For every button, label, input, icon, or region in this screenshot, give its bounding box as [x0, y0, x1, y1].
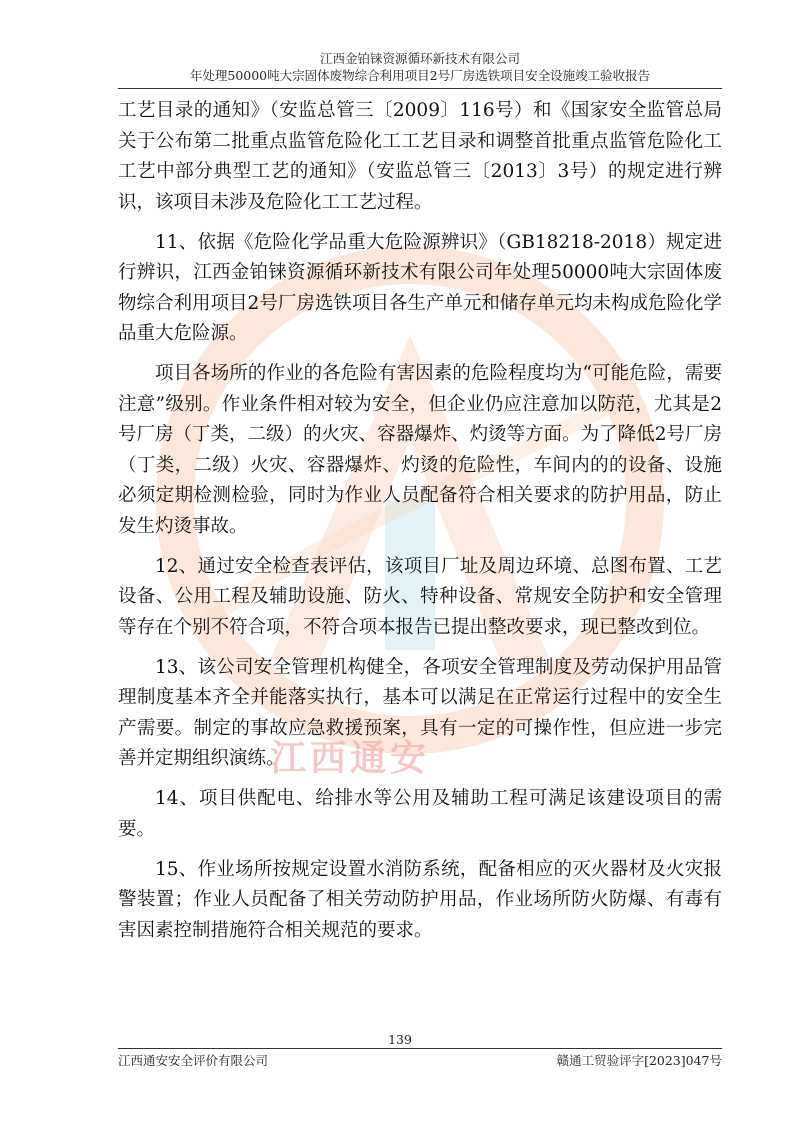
watermark-text: 江西通安 [270, 738, 431, 779]
footer-report-number: 赣通工贸验评字[2023]047号 [556, 1053, 722, 1068]
paragraph-continued: 工艺目录的通知》（安监总管三〔2009〕116号）和《国家安全监管总局关于公布第二批重点监管危险化工工艺目录和调整首批重点监管危险化工工艺中部分典型工艺的通知》（安监总管三〔2013〕3号）的规定进行辨识，该项目未涉及危险化工工艺过程。 [118, 100, 722, 213]
page-header [118, 50, 722, 84]
paragraph-item-15: 15、作业场所按规定设置水消防系统，配备相应的灭火器材及火灾报警装置；作业人员配备了相关劳动防护用品，作业场所防火防爆、有毒有害因素控制措施符合相关规范的要求。 [118, 858, 722, 941]
page-number: 139 [388, 1032, 412, 1047]
paragraph-item-11: 11、依据《危险化学品重大危险源辨识》（GB18218-2018）规定进行辨识，江西金铂铼资源循环新技术有限公司年处理50000吨大宗固体废物综合利用项目2号厂房选铁项目各生产单元和储存单元均未构成危险化学品重大危险源。 [118, 231, 722, 344]
paragraph-item-14: 14、项目供配电、给排水等公用及辅助工程可满足该建设项目的需要。 [118, 788, 722, 840]
footer-rule [118, 1048, 722, 1049]
paragraph-item-13: 13、该公司安全管理机构健全，各项安全管理制度及劳动保护用品管理制度基本齐全并能落实执行，基本可以满足在正常运行过程中的安全生产需要。制定的事故应急救援预案，具有一定的可操作性，但应进一步完善并定期组织演练。 [118, 656, 722, 769]
header-report-title: 年处理50000吨大宗固体废物综合利用项目2号厂房选铁项目安全设施竣工验收报告 [189, 68, 651, 83]
body-text [118, 96, 722, 956]
footer-company: 江西通安安全评价有限公司 [118, 1053, 269, 1068]
paragraph-hazard-level: 项目各场所的作业的各危险有害因素的危险程度均为“可能危险，需要注意”级别。作业条件相对较为安全，但企业仍应注意加以防范，尤其是2号厂房（丁类，二级）的火灾、容器爆炸、灼烫等方面。为了降低2号厂房（丁类，二级）火灾、容器爆炸、灼烫的危险性，车间内的的设备、设施必须定期检测检验，同时为作业人员配备符合相关要求的防护用品，防止发生灼烫事故。 [118, 363, 722, 537]
header-rule [118, 88, 722, 89]
paragraph-item-12: 12、通过安全检查表评估，该项目厂址及周边环境、总图布置、工艺设备、公用工程及辅助设施、防火、特种设备、常规安全防护和安全管理等存在个别不符合项，不符合项本报告已提出整改要求，现已整改到位。 [118, 555, 722, 638]
header-company: 江西金铂铼资源循环新技术有限公司 [319, 51, 520, 66]
